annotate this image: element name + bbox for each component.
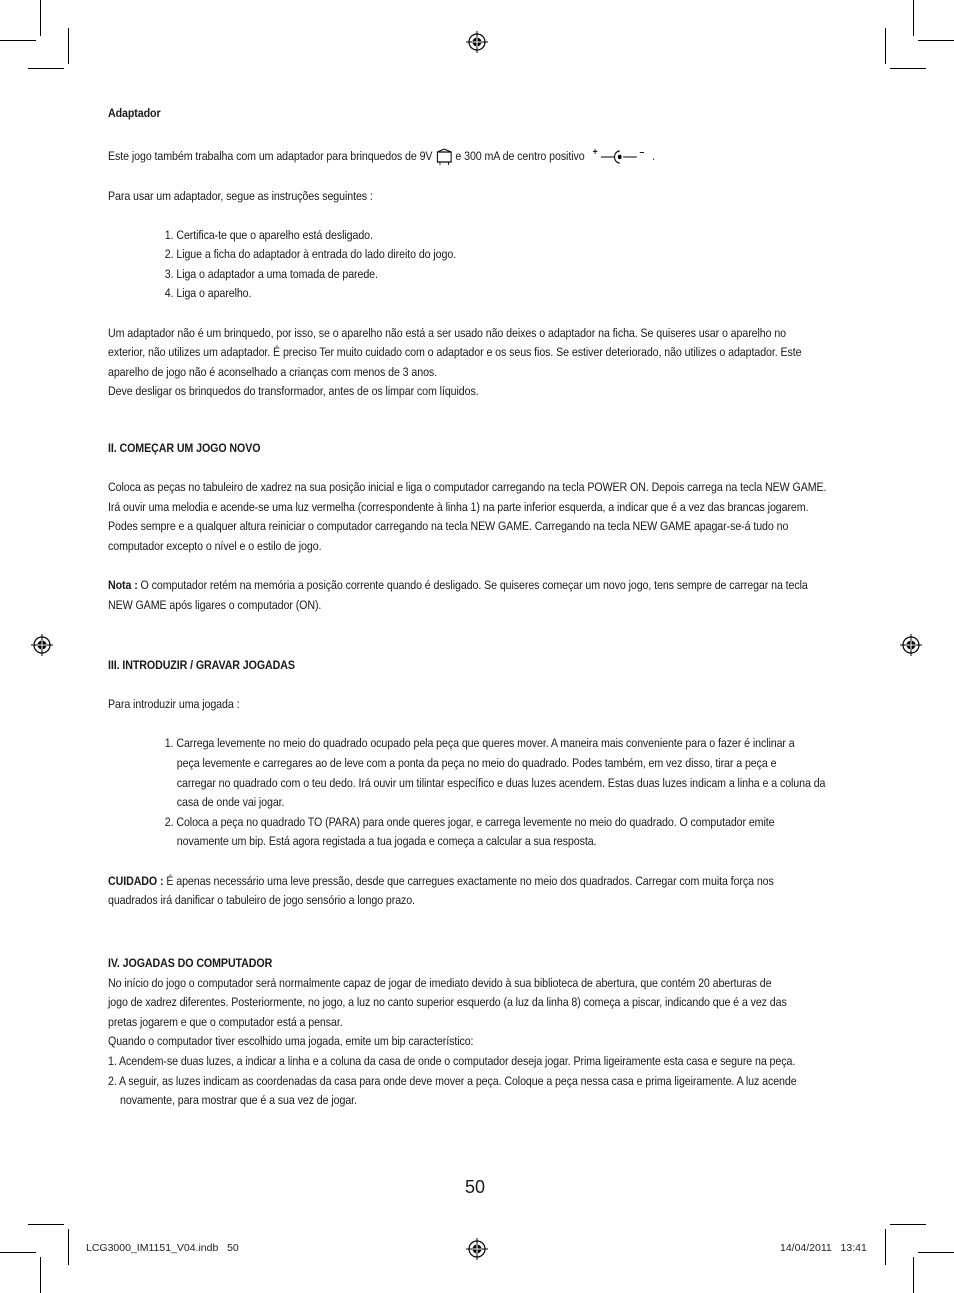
list-item: 2. Coloca a peça no quadrado TO (PARA) para onde queres jogar, e carrega levemente no meio do quadrado. O computador emite <box>164 814 775 829</box>
list-item: 1. Carrega levemente no meio do quadrado ocupado pela peça que queres mover. A maneira mais conveniente para o fazer é inclinar a <box>164 736 795 751</box>
paragraph-line: exterior, não utilizes um adaptador. É preciso Ter muito cuidado com o adaptador e os seus fios. Se estiver deteriorado, não utilizes o adaptador. Este <box>108 345 802 360</box>
list-item: 1. Acendem-se duas luzes, a indicar a linha e a coluna da casa de onde o computador deseja jogar. Prima ligeiramente esta casa e segure na peça. <box>108 1053 796 1068</box>
caution-line: quadrados irá danificar o tabuleiro de jogo sensório a longo prazo. <box>108 893 416 908</box>
crop-mark <box>40 1257 41 1293</box>
crop-mark <box>885 28 886 64</box>
section-4 <box>108 954 848 1111</box>
adaptador-intro-b: e 300 mA de centro positivo <box>455 149 585 164</box>
polarity-plus: + <box>592 147 598 159</box>
list-item-continued: novamente, para mostrar que é a sua vez de jogar. <box>120 1093 357 1108</box>
crop-mark <box>913 0 914 36</box>
crop-mark <box>918 1252 954 1253</box>
list-item: 4. Liga o aparelho. <box>164 286 252 301</box>
crop-mark <box>28 1224 64 1225</box>
crop-mark <box>0 1252 36 1253</box>
note-line <box>108 576 848 596</box>
polarity-minus: – <box>639 147 645 159</box>
paragraph-line: aparelho de jogo não é aconselhado a crianças com menos de 3 anos. <box>108 364 438 379</box>
crop-mark <box>68 1229 69 1265</box>
paragraph-line: No início do jogo o computador será normalmente capaz de jogar de imediato devido à sua biblioteca de abertura, que contém 20 aberturas de <box>108 975 772 990</box>
registration-mark-icon <box>466 31 488 53</box>
note-line: NEW GAME após ligares o computador (ON). <box>108 597 322 612</box>
crop-mark <box>28 68 64 69</box>
list-item-continued: carregar no quadrado com o teu dedo. Irá ouvir um tilintar específico e duas luzes acendem. Estas duas luzes indicam a linha e a coluna da <box>176 775 826 790</box>
paragraph-line: Um adaptador não é um brinquedo, por isso, se o aparelho não está a ser usado não deixes o adaptador na ficha. Se quiseres usar o aparelho no <box>108 325 787 340</box>
paragraph-line: Irá ouvir uma melodia e acende-se uma luz vermelha (correspondente à linha 1) na parte inferior esquerda, a indicar que é a vez das brancas jogarem. <box>108 499 809 514</box>
list-item-continued: novamente um bip. Está agora registada a tua jogada e começa a calcular a sua resposta. <box>176 834 597 849</box>
list-item: 3. Liga o adaptador a uma tomada de parede. <box>164 266 378 281</box>
crop-mark <box>68 28 69 64</box>
note-text: O computador retém na memória a posição corrente quando é desligado. Se quiseres começar um novo jogo, tens sempre de carregar na tecla <box>140 578 808 593</box>
list-item: 2. A seguir, as luzes indicam as coordenadas da casa para onde deve mover a peça. Coloque a peça nessa casa e prima ligeiramente. A luz acende <box>108 1073 797 1088</box>
list-item-continued: casa de onde vai jogar. <box>176 795 285 810</box>
section-3 <box>108 656 848 911</box>
paragraph-line: Quando o computador tiver escolhido uma jogada, emite um bip característico: <box>108 1034 474 1049</box>
paragraph-line: Coloca as peças no tabuleiro de xadrez na sua posição inicial e liga o computador carregando na tecla POWER ON. Depois carrega na tecla NEW GAME. <box>108 480 827 495</box>
crop-mark <box>918 40 954 41</box>
adaptador-intro <box>108 143 848 167</box>
registration-mark-icon <box>31 634 53 656</box>
list-item: 2. Ligue a ficha do adaptador à entrada do lado direito do jogo. <box>164 247 457 262</box>
registration-mark-icon <box>466 1238 488 1260</box>
list-item-continued: peça levemente e carregares ao de leve com a ponta da peça no meio do quadrado. Podes também, em vez disso, tirar a peça e <box>176 755 777 770</box>
caution-text: É apenas necessário uma leve pressão, desde que carregues exactamente no meio dos quadrados. Carregar com muita força nos <box>166 873 774 888</box>
slug-filename: LCG3000_IM1151_V04.indb 50 <box>86 1242 239 1254</box>
crop-mark <box>0 40 36 41</box>
page-number: 50 <box>465 1177 486 1197</box>
paragraph-line: Podes sempre e a qualquer altura reiniciar o computador carregando na tecla NEW GAME. Carregando na tecla NEW GAME apagar-se-á tudo no <box>108 519 789 534</box>
list-item: 1. Certifica-te que o aparelho está desligado. <box>164 227 373 242</box>
adaptador-heading: Adaptador <box>108 106 161 120</box>
crop-mark <box>913 1257 914 1293</box>
paragraph-line: computador excepto o nível e o estilo de jogo. <box>108 538 322 553</box>
registration-mark-icon <box>900 634 922 656</box>
dc-adapter-icon <box>435 148 452 166</box>
adaptador-section <box>108 104 848 402</box>
crop-mark <box>890 1224 926 1225</box>
section-2 <box>108 439 848 615</box>
crop-mark <box>40 0 41 36</box>
slug-timestamp: 14/04/2011 13:41 <box>780 1242 867 1254</box>
center-positive-polarity-icon <box>600 149 636 165</box>
note-label: Nota : <box>108 578 138 593</box>
section-3-intro: Para introduzir uma jogada : <box>108 697 240 712</box>
section-2-heading: II. COMEÇAR UM JOGO NOVO <box>108 441 261 455</box>
section-4-heading: IV. JOGADAS DO COMPUTADOR <box>108 956 273 970</box>
adaptador-usage: Para usar um adaptador, segue as instruções seguintes : <box>108 188 373 203</box>
paragraph-line: pretas jogarem e que o computador está a pensar. <box>108 1014 343 1029</box>
crop-mark <box>890 68 926 69</box>
caution-line <box>108 872 848 892</box>
paragraph-line: jogo de xadrez diferentes. Posteriormente, no jogo, a luz no canto superior esquerdo (a luz da linha 8) começa a piscar, indicando que é a vez das <box>108 995 787 1010</box>
crop-mark <box>885 1229 886 1265</box>
caution-label: CUIDADO : <box>108 873 164 888</box>
section-3-heading: III. INTRODUZIR / GRAVAR JOGADAS <box>108 658 295 672</box>
adaptador-intro-a: Este jogo também trabalha com um adaptador para brinquedos de 9V <box>108 149 433 164</box>
adaptador-intro-c: . <box>652 149 656 164</box>
paragraph-line: Deve desligar os brinquedos do transformador, antes de os limpar com líquidos. <box>108 384 479 399</box>
